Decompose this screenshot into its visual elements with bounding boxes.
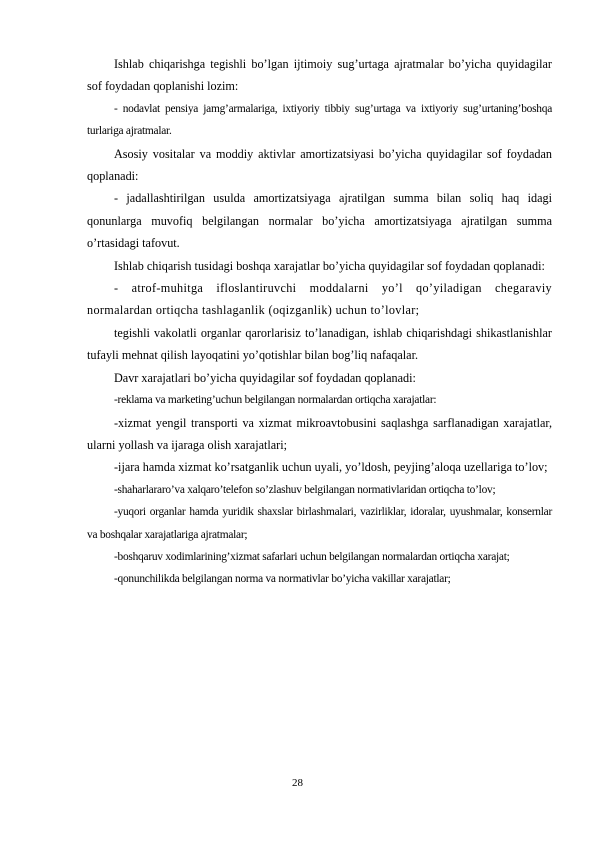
paragraph-period-expenses: Davr xarajatlari bo’yicha quyidagilar sof foydadan qoplanadi: bbox=[114, 370, 416, 385]
paragraph-communication: -ijara hamda xizmat ko’rsatganlik uchun uyali, yo’ldosh, peyjing’aloqa uzellariga to’lov; bbox=[114, 460, 548, 475]
paragraph-business-trips: -boshqaruv xodimlarining’xizmat safarlari uchun belgilangan normalardan ortiqcha xarajat; bbox=[114, 550, 510, 563]
paragraph-higher-organs: -yuqori organlar hamda yuridik shaxslar birlashmalari, vazirliklar, idoralar, uyushmalar, konsernlar va boshqalar xarajatlariga ajratmalar; bbox=[87, 506, 552, 541]
paragraph-social-insurance: Ishlab chiqarishga tegishli bo’lgan ijtimoiy sug’urtaga ajratmalar bo’yicha quyidagilar sof foydadan qoplanishi lozim: bbox=[87, 57, 552, 94]
paragraph-representatives: -qonunchilikda belgilangan norma va normativlar bo’yicha vakillar xarajatlar; bbox=[114, 573, 451, 586]
paragraph-accelerated-amortization: - jadallashtirilgan usulda amortizatsiyaga ajratilgan summa bilan soliq haq idagi qonunlarga muvofiq belgilangan normalar bo’yicha amortizatsiyaga ajratilgan summa o’rtasidagi tafovut. bbox=[87, 191, 552, 251]
paragraph-production-expenses: Ishlab chiqarish tusidagi boshqa xarajatlar bo’yicha quyidagilar sof foydadan qoplanadi: bbox=[114, 258, 545, 273]
body-text bbox=[87, 53, 552, 591]
paragraph-amortization: Asosiy vositalar va moddiy aktivlar amortizatsiyasi bo’yicha quyidagilar sof foydadan qoplanadi: bbox=[87, 146, 552, 184]
paragraph-advertising: -reklama va marketing’uchun belgilangan normalardan ortiqcha xarajatlar: bbox=[114, 394, 437, 407]
paragraph-transport: -xizmat yengil transporti va xizmat mikroavtobusini saqlashga sarflanadigan xarajatlar, ularni yollash va ijaraga olish xarajatlari; bbox=[87, 415, 552, 452]
paragraph-telephone: -shaharlararo’va xalqaro’telefon so’zlashuv belgilangan normativlaridan ortiqcha to’lov; bbox=[114, 483, 496, 496]
paragraph-pension-funds: - nodavlat pensiya jamg’armalariga, ixtiyoriy tibbiy sug’urtaga va ixtiyoriy sug’urtaning’boshqa turlariga ajratmalar. bbox=[87, 102, 552, 138]
paragraph-pollution-payments: - atrof-muhitga ifloslantiruvchi moddalarni yo’l qo’yiladigan chegaraviy normalardan ortiqcha tashlaganlik (oqizganlik) uchun to’lovlar; bbox=[87, 281, 552, 318]
paragraph-benefits: tegishli vakolatli organlar qarorlarisiz to’lanadigan, ishlab chiqarishdagi shikastlanishlar tufayli mehnat qilish layoqatini yo’qotishlar bilan bog’liq nafaqalar. bbox=[87, 325, 552, 363]
page-number: 28 bbox=[292, 777, 303, 789]
